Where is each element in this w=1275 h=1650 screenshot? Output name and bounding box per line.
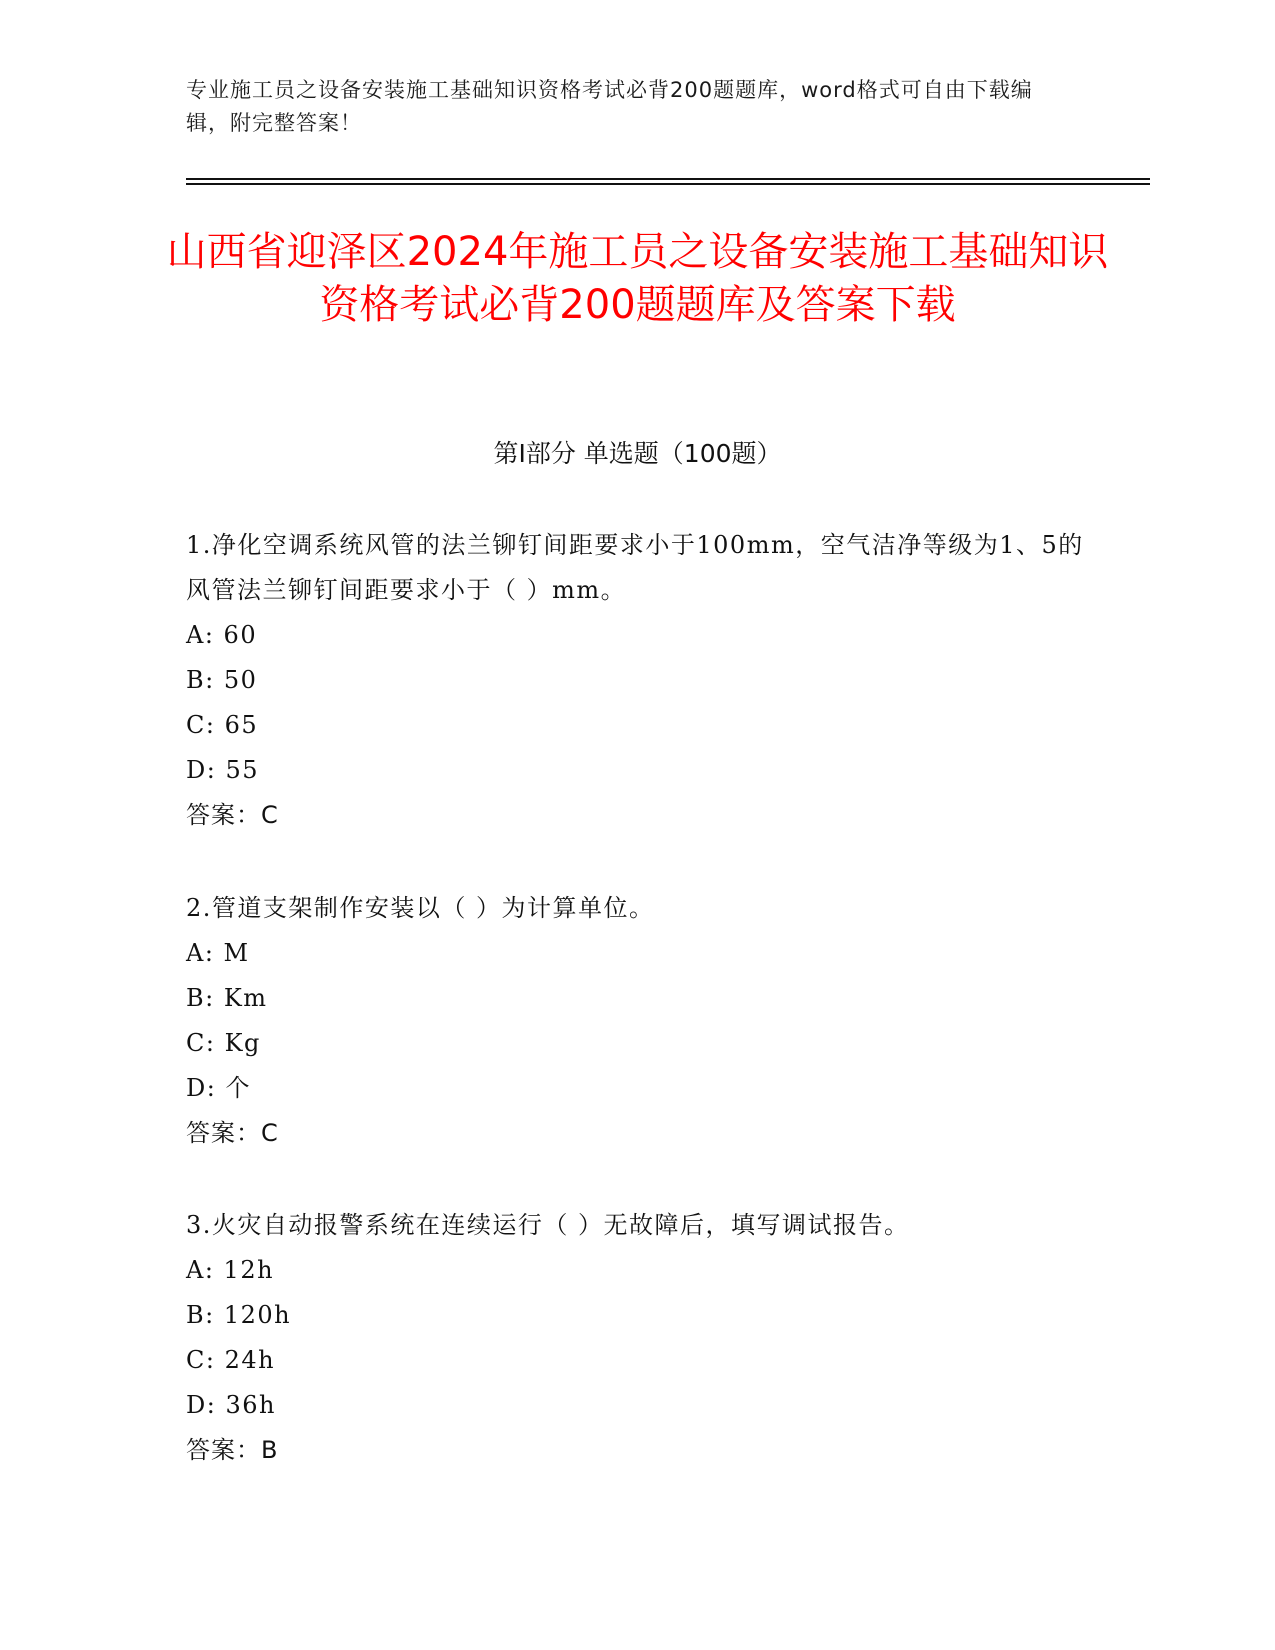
question-stem: 3.火灾自动报警系统在连续运行（ ）无故障后，填写调试报告。 bbox=[186, 1211, 910, 1239]
answer-line: 答案：B bbox=[186, 1436, 279, 1464]
document-title: 山西省迎泽区2024年施工员之设备安装施工基础知识资格考试必背200题题库及答案下载 bbox=[166, 229, 1109, 328]
option-d: D: 36h bbox=[186, 1391, 276, 1419]
header-divider-top bbox=[186, 178, 1150, 180]
option-d: D: 个 bbox=[186, 1074, 251, 1102]
question-stem: 2.管道支架制作安装以（ ）为计算单位。 bbox=[186, 894, 655, 922]
option-c: C: 65 bbox=[186, 711, 259, 739]
option-c: C: Kg bbox=[186, 1029, 261, 1057]
option-b: B: 120h bbox=[186, 1301, 292, 1329]
option-a: A: 60 bbox=[186, 621, 258, 649]
answer-line: 答案：C bbox=[186, 801, 279, 829]
question-stem: 1.净化空调系统风管的法兰铆钉间距要求小于100mm，空气洁净等级为1、5的风管法兰铆钉间距要求小于（ ）mm。 bbox=[186, 531, 1084, 604]
option-b: B: Km bbox=[186, 984, 268, 1012]
option-a: A: M bbox=[186, 939, 250, 967]
header-note: 专业施工员之设备安装施工基础知识资格考试必背200题题库，word格式可自由下载编辑，附完整答案！ bbox=[186, 78, 1033, 135]
question-item bbox=[186, 886, 1086, 1156]
question-item bbox=[186, 523, 1086, 838]
option-a: A: 12h bbox=[186, 1256, 275, 1284]
question-item bbox=[186, 1203, 1086, 1473]
option-d: D: 55 bbox=[186, 756, 259, 784]
header-divider-bottom bbox=[186, 183, 1150, 185]
option-b: B: 50 bbox=[186, 666, 258, 694]
answer-line: 答案：C bbox=[186, 1119, 279, 1147]
option-c: C: 24h bbox=[186, 1346, 276, 1374]
section-heading: 第Ⅰ部分 单选题（100题） bbox=[493, 439, 782, 468]
